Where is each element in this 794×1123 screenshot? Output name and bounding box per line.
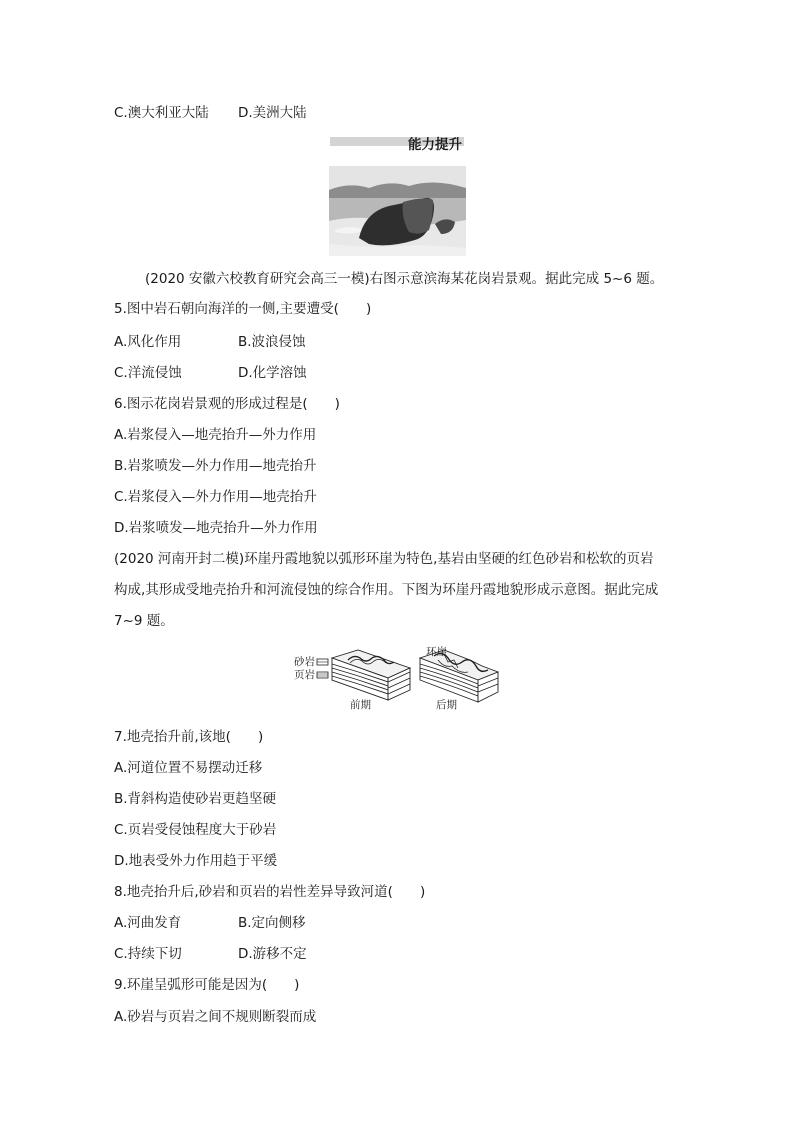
intro-q7-9-line2: 构成,其形成受地壳抬升和河流侵蚀的综合作用。下图为环崖丹霞地貌形成示意图。据此完成 [114,582,659,598]
q7-option-d: D.地表受外力作用趋于平缓 [114,853,278,869]
q8-option-a: A.河曲发育 [114,915,182,931]
q4-option-c: C.澳大利亚大陆 [114,105,209,121]
intro-q7-9-line1: (2020 河南开封二模)环崖丹霞地貌以弧形环崖为特色,基岩由坚硬的红色砂岩和松软的页岩 [114,551,654,567]
section-title: 能力提升 [408,137,462,153]
intro-q7-9-line3: 7~9 题。 [114,613,174,629]
q6-option-b: B.岩浆喷发—外力作用—地壳抬升 [114,458,317,474]
q6-stem: 6.图示花岗岩景观的形成过程是( ) [114,396,340,412]
q7-stem: 7.地壳抬升前,该地( ) [114,729,264,745]
q5-option-b: B.波浪侵蚀 [238,334,306,350]
q5-stem: 5.图中岩石朝向海洋的一侧,主要遭受( ) [114,301,372,317]
caption-after: 后期 [436,699,457,711]
q8-stem: 8.地壳抬升后,砂岩和页岩的岩性差异导致河道( ) [114,884,426,900]
legend-sandstone-label: 砂岩 [294,656,315,668]
caption-before: 前期 [350,699,371,711]
huanya-label: 环崖 [426,646,447,658]
q8-option-c: C.持续下切 [114,946,182,962]
q7-option-b: B.背斜构造使砂岩更趋坚硬 [114,791,277,807]
granite-coast-photo [329,166,466,256]
q5-option-c: C.洋流侵蚀 [114,365,182,381]
before-block [332,650,410,700]
intro-q5-6: (2020 安徽六校教育研究会高三一模)右图示意滨海某花岗岩景观。据此完成 5~6 题。 [145,271,664,287]
q8-option-d: D.游移不定 [238,946,307,962]
q9-option-a: A.砂岩与页岩之间不规则断裂而成 [114,1009,317,1025]
danxia-formation-diagram [292,646,502,714]
q6-option-d: D.岩浆喷发—地壳抬升—外力作用 [114,520,318,536]
legend-shale-label: 页岩 [294,669,315,681]
q4-option-d: D.美洲大陆 [238,105,307,121]
q5-option-d: D.化学溶蚀 [238,365,307,381]
q7-option-c: C.页岩受侵蚀程度大于砂岩 [114,822,277,838]
q6-option-a: A.岩浆侵入—地壳抬升—外力作用 [114,427,317,443]
q6-option-c: C.岩浆侵入—外力作用—地壳抬升 [114,489,317,505]
q5-option-a: A.风化作用 [114,334,182,350]
q7-option-a: A.河道位置不易摆动迁移 [114,760,263,776]
q8-option-b: B.定向侧移 [238,915,306,931]
q9-stem: 9.环崖呈弧形可能是因为( ) [114,977,300,993]
